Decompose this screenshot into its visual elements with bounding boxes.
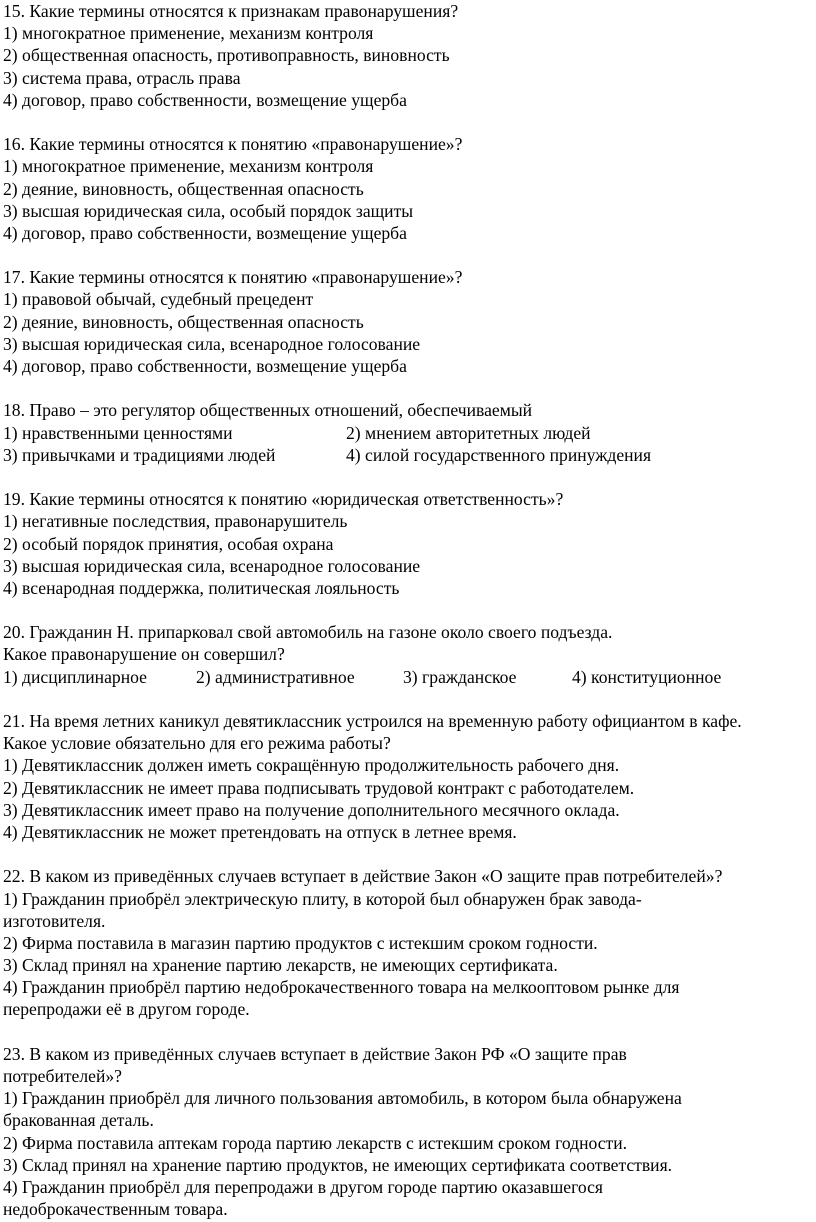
spacer bbox=[3, 843, 813, 865]
q16-option-1: 1) многократное применение, механизм контроля bbox=[3, 156, 374, 177]
question-21-line-2: Какое условие обязательно для его режима работы? bbox=[3, 733, 391, 754]
q16-option-4: 4) договор, право собственности, возмещение ущерба bbox=[3, 222, 407, 243]
q22-option-1-line-1: 1) Гражданин приобрёл электрическую плиту, в которой был обнаружен брак завода- bbox=[3, 888, 642, 909]
q17-option-2: 2) деяние, виновность, общественная опасность bbox=[3, 311, 364, 332]
question-17: 17. Какие термины относятся к понятию «правонарушение»? bbox=[3, 267, 463, 288]
q17-option-3: 3) высшая юридическая сила, всенародное голосование bbox=[3, 333, 421, 354]
q19-option-4: 4) всенародная поддержка, политическая лояльность bbox=[3, 577, 400, 598]
q18-option-2: 2) мнением авторитетных людей bbox=[346, 422, 591, 443]
question-16: 16. Какие термины относятся к понятию «правонарушение»? bbox=[3, 134, 463, 155]
question-18: 18. Право – это регулятор общественных отношений, обеспечиваемый bbox=[3, 400, 533, 421]
question-20-line-1: 20. Гражданин Н. припарковал свой автомобиль на газоне около своего подъезда. bbox=[3, 622, 613, 643]
q23-option-2: 2) Фирма поставила аптекам города партию лекарств с истекшим сроком годности. bbox=[3, 1132, 628, 1153]
q21-option-4: 4) Девятиклассник не может претендовать на отпуск в летнее время. bbox=[3, 821, 517, 842]
spacer bbox=[3, 599, 813, 621]
q20-options-row bbox=[3, 666, 813, 688]
q18-option-4: 4) силой государственного принуждения bbox=[346, 444, 652, 465]
q20-option-2: 2) административное bbox=[196, 666, 355, 687]
q16-option-3: 3) высшая юридическая сила, особый порядок защиты bbox=[3, 200, 414, 221]
q16-option-2: 2) деяние, виновность, общественная опасность bbox=[3, 178, 364, 199]
question-15: 15. Какие термины относятся к признакам правонарушения? bbox=[3, 1, 459, 21]
document bbox=[3, 0, 813, 1220]
q15-option-3: 3) система права, отрасль права bbox=[3, 67, 241, 88]
q23-option-4-line-2: недоброкачественным товара. bbox=[3, 1199, 228, 1220]
spacer bbox=[3, 377, 813, 399]
q22-option-2: 2) Фирма поставила в магазин партию продуктов с истекшим сроком годности. bbox=[3, 932, 598, 953]
q23-option-4-line-1: 4) Гражданин приобрёл для перепродажи в другом городе партию оказавшегося bbox=[3, 1176, 603, 1197]
question-23-line-1: 23. В каком из приведённых случаев вступает в действие Закон РФ «О защите прав bbox=[3, 1043, 627, 1064]
q22-option-4-line-1: 4) Гражданин приобрёл партию недоброкачественного товара на мелкооптовом рынке для bbox=[3, 977, 680, 998]
question-23-line-2: потребителей»? bbox=[3, 1066, 122, 1086]
q19-option-1: 1) негативные последствия, правонарушитель bbox=[3, 511, 348, 532]
q20-option-4: 4) конституционное bbox=[572, 666, 722, 687]
q15-option-2: 2) общественная опасность, противоправность, виновность bbox=[3, 45, 450, 66]
q23-option-1-line-2: бракованная деталь. bbox=[3, 1110, 154, 1131]
q22-option-1-line-2: изготовителя. bbox=[3, 910, 106, 931]
q18-option-1: 1) нравственными ценностями bbox=[3, 422, 233, 443]
q18-option-3: 3) привычками и традициями людей bbox=[3, 444, 276, 465]
question-19: 19. Какие термины относятся к понятию «юридическая ответственность»? bbox=[3, 489, 564, 510]
q20-option-1: 1) дисциплинарное bbox=[3, 666, 147, 687]
q18-options-row-1 bbox=[3, 422, 813, 444]
q15-option-4: 4) договор, право собственности, возмещение ущерба bbox=[3, 89, 407, 110]
q17-option-1: 1) правовой обычай, судебный прецедент bbox=[3, 289, 314, 310]
q15-option-1: 1) многократное применение, механизм контроля bbox=[3, 23, 374, 44]
q19-option-2: 2) особый порядок принятия, особая охрана bbox=[3, 533, 334, 554]
q18-options-row-2 bbox=[3, 444, 813, 466]
spacer bbox=[3, 466, 813, 488]
spacer bbox=[3, 688, 813, 710]
q22-option-3: 3) Склад принял на хранение партию лекарств, не имеющих сертификата. bbox=[3, 955, 558, 976]
spacer bbox=[3, 1021, 813, 1043]
q21-option-2: 2) Девятиклассник не имеет права подписывать трудовой контракт с работодателем. bbox=[3, 777, 635, 798]
spacer bbox=[3, 111, 813, 133]
question-22: 22. В каком из приведённых случаев вступает в действие Закон «О защите прав потребителей»? bbox=[3, 866, 723, 887]
q22-option-4-line-2: перепродажи её в другом городе. bbox=[3, 999, 250, 1020]
q20-option-3: 3) гражданское bbox=[403, 666, 517, 687]
question-20-line-2: Какое правонарушение он совершил? bbox=[3, 644, 285, 665]
q19-option-3: 3) высшая юридическая сила, всенародное голосование bbox=[3, 555, 421, 576]
q23-option-3: 3) Склад принял на хранение партию продуктов, не имеющих сертификата соответствия. bbox=[3, 1154, 673, 1175]
q17-option-4: 4) договор, право собственности, возмещение ущерба bbox=[3, 356, 407, 376]
q21-option-3: 3) Девятиклассник имеет право на получение дополнительного месячного оклада. bbox=[3, 799, 620, 820]
question-21-line-1: 21. На время летних каникул девятиклассник устроился на временную работу официантом в кафе. bbox=[3, 711, 742, 731]
q21-option-1: 1) Девятиклассник должен иметь сокращённую продолжительность рабочего дня. bbox=[3, 755, 620, 776]
spacer bbox=[3, 244, 813, 266]
q23-option-1-line-1: 1) Гражданин приобрёл для личного пользования автомобиль, в котором была обнаружена bbox=[3, 1088, 682, 1109]
